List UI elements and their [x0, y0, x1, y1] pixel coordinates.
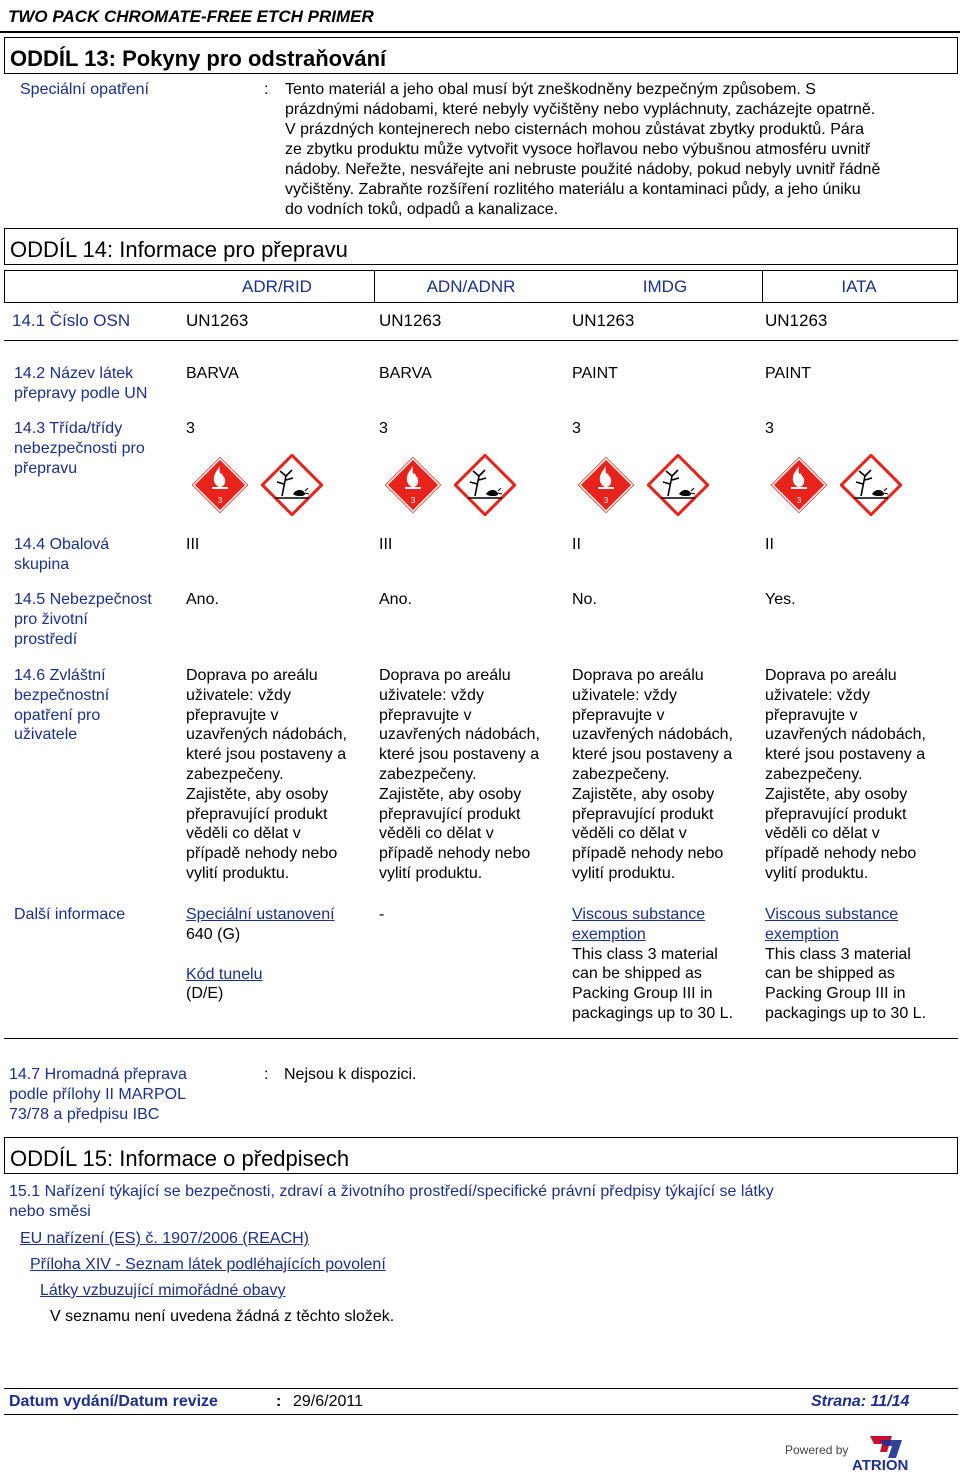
special-precaution-line: Doprava po areálu [186, 667, 318, 684]
special-precaution-line: věděli co dělat v [186, 825, 301, 843]
footer-bottom-line [4, 1414, 958, 1415]
section-15-title: ODDÍL 15: Informace o předpisech [10, 1146, 350, 1171]
special-precaution-line: případě nehody nebo [379, 845, 531, 863]
svhc-note: V seznamu není uvedena žádná z těchto složek. [50, 1308, 395, 1325]
document-title: TWO PACK CHROMATE-FREE ETCH PRIMER [8, 7, 374, 26]
viscous-line: This class 3 material [572, 945, 718, 963]
env-imdg: No. [572, 591, 597, 608]
shipping-name-label [14, 364, 147, 404]
label-line: 73/78 a předpisu IBC [9, 1105, 160, 1123]
footer-date-label: Datum vydání/Datum revize [9, 1393, 218, 1410]
special-adn [379, 666, 540, 884]
col-adn: ADN/ADNR [426, 277, 516, 296]
col-imdg: IMDG [642, 277, 688, 296]
viscous-line: packagings up to 30 L. [572, 1004, 734, 1022]
env-adr: Ano. [186, 591, 219, 608]
reach-regulation-link[interactable]: EU nařízení (ES) č. 1907/2006 (REACH) [20, 1230, 310, 1247]
special-precaution-line: věděli co dělat v [572, 825, 687, 843]
section-14-header [4, 228, 958, 265]
special-precaution-line: Doprava po areálu [379, 667, 511, 684]
col-adr: ADR/RID [242, 277, 312, 296]
class-imdg: 3 [572, 420, 581, 437]
atrion-logo [852, 1432, 954, 1472]
further-info-label: Další informace [14, 906, 126, 923]
section-14-title: ODDÍL 14: Informace pro přepravu [10, 237, 348, 262]
un-imdg: UN1263 [572, 311, 635, 330]
svg-text:3: 3 [796, 496, 802, 505]
marpol-colon: : [264, 1066, 269, 1083]
special-iata [765, 666, 926, 884]
further-adn: - [379, 906, 385, 923]
packing-group-label [14, 535, 109, 575]
name-adn: BARVA [379, 365, 432, 382]
special-precaution-line: přepravujte v [186, 706, 279, 724]
special-precaution-line: případě nehody nebo [186, 845, 338, 863]
svg-text:3: 3 [603, 496, 609, 505]
viscous-line: Packing Group III in [572, 985, 713, 1003]
section-15-header [4, 1137, 958, 1174]
environment-hazard-icon [840, 454, 900, 514]
environmental-hazard-label [14, 590, 152, 649]
special-precaution-line: vylití produktu. [765, 864, 869, 882]
special-precaution-line: uzavřených nádobách, [572, 726, 733, 744]
un-adr: UN1263 [186, 311, 249, 330]
special-precaution-line: které jsou postaveny a [379, 746, 540, 764]
viscous-heading: exemption [765, 925, 839, 943]
svg-text:3: 3 [217, 496, 223, 505]
pack-iata: II [765, 536, 774, 553]
viscous-heading: exemption [572, 925, 646, 943]
name-iata: PAINT [765, 365, 811, 382]
special-precaution-line: přepravující produkt [765, 805, 907, 823]
label-line: 14.7 Hromadná přeprava [9, 1066, 187, 1083]
special-provision-heading: Speciální ustanovení [186, 906, 335, 923]
special-precaution-line: věděli co dělat v [765, 825, 880, 843]
section-13-title: ODDÍL 13: Pokyny pro odstraňování [10, 46, 387, 71]
name-imdg: PAINT [572, 365, 618, 382]
label-line: 14.6 Zvláštní [14, 667, 106, 684]
spacer [186, 945, 335, 965]
footer-date: 29/6/2011 [293, 1393, 363, 1410]
special-precaution-line: Doprava po areálu [765, 667, 897, 684]
label-line: bezpečnostní [14, 686, 110, 704]
special-measures-colon: : [264, 81, 269, 98]
env-iata: Yes. [765, 591, 796, 608]
text-line: do vodních toků, odpadů a kanalizace. [285, 201, 559, 218]
special-precaution-line: které jsou postaveny a [765, 746, 926, 764]
label-line: prostředí [14, 630, 78, 648]
special-precaution-line: zabezpečeny. [765, 765, 863, 783]
label-line: skupina [14, 555, 70, 573]
label-line: uživatele [14, 726, 78, 744]
powered-by-text: Powered by [785, 1443, 849, 1457]
text-line: prázdnými nádobami, které nebyly vyčištěny nebo vypláchnuty, zacházejte opatrně. [285, 101, 876, 118]
special-precaution-line: věděli co dělat v [379, 825, 494, 843]
text-line: ze zbytku produktu může vytvořit vysoce hořlavou nebo výbušnou atmosféru uvnitř [285, 141, 871, 158]
footer-divider [4, 1388, 958, 1389]
special-precaution-line: přepravující produkt [186, 805, 328, 823]
special-precaution-line: přepravující produkt [572, 805, 714, 823]
label-line: podle přílohy II MARPOL [9, 1085, 186, 1103]
flame-icon [768, 454, 828, 514]
special-precaution-line: přepravujte v [572, 706, 665, 724]
text-line: V prázdných kontejnerech nebo cisternách mohou zůstávat zbytky produktů. Pára [285, 121, 864, 138]
special-precaution-line: zabezpečeny. [186, 765, 284, 783]
further-iata [765, 905, 926, 1024]
special-measures-text [285, 80, 955, 220]
special-precaution-line: zabezpečeny. [379, 765, 477, 783]
tunnel-code-heading: Kód tunelu [186, 965, 263, 983]
label-line: 14.2 Název látek [14, 365, 134, 382]
special-precaution-line: uživatele: vždy [379, 686, 484, 704]
special-measures-label: Speciální opatření [20, 81, 149, 98]
tunnel-code-value: (D/E) [186, 985, 224, 1003]
atrion-logo-mark [852, 1432, 954, 1472]
label-line: 14.3 Třída/třídy [14, 420, 123, 437]
svg-text:3: 3 [410, 496, 416, 505]
special-precaution-line: Doprava po areálu [572, 667, 704, 684]
class-iata: 3 [765, 420, 774, 437]
special-precaution-line: přepravujte v [765, 706, 858, 724]
special-precaution-line: uzavřených nádobách, [186, 726, 347, 744]
text-line: Tento materiál a jeho obal musí být zneškodněny bezpečným způsobem. S [285, 81, 816, 98]
annex-xiv-link[interactable]: Příloha XIV - Seznam látek podléhajících povolení [30, 1256, 386, 1273]
un-iata: UN1263 [765, 311, 828, 330]
special-precaution-line: případě nehody nebo [765, 845, 917, 863]
footer-page: Strana: 11/14 [811, 1393, 910, 1410]
special-provision-value: 640 (G) [186, 925, 241, 943]
name-adr: BARVA [186, 365, 239, 382]
viscous-line: Packing Group III in [765, 985, 906, 1003]
regulation-subheading [9, 1182, 954, 1222]
special-precaution-line: případě nehody nebo [572, 845, 724, 863]
label-line: 14.4 Obalová [14, 536, 110, 553]
label-line: 15.1 Nařízení týkající se bezpečnosti, zdraví a životního prostředí/specifické právní předpisy týkající se látky [9, 1183, 774, 1200]
special-precaution-line: zabezpečeny. [572, 765, 670, 783]
environment-hazard-icon [647, 454, 707, 514]
special-precaution-line: vylití produktu. [379, 864, 483, 882]
further-imdg [572, 905, 733, 1024]
special-precaution-line: které jsou postaveny a [572, 746, 733, 764]
flame-icon [189, 454, 249, 514]
special-precaution-line: přepravující produkt [379, 805, 521, 823]
special-precaution-line: uzavřených nádobách, [379, 726, 540, 744]
special-adr [186, 666, 347, 884]
environment-hazard-icon [261, 454, 321, 514]
further-adr [186, 905, 335, 1004]
viscous-line: This class 3 material [765, 945, 911, 963]
label-line: nebo směsi [9, 1202, 91, 1220]
table-bottom-border [4, 1038, 958, 1039]
pack-adr: III [186, 536, 200, 553]
flame-icon [382, 454, 442, 514]
col-iata: IATA [841, 277, 877, 296]
env-adn: Ano. [379, 591, 412, 608]
special-precaution-line: Zajistěte, aby osoby [379, 785, 522, 803]
special-precaution-line: uživatele: vždy [186, 686, 291, 704]
special-precaution-line: Zajistěte, aby osoby [186, 785, 329, 803]
label-line: 14.5 Nebezpečnost [14, 591, 152, 608]
row-divider [4, 340, 958, 341]
un-adn: UN1263 [379, 311, 442, 330]
special-precaution-line: Zajistěte, aby osoby [765, 785, 908, 803]
viscous-line: can be shipped as [572, 965, 702, 983]
label-line: nebezpečnosti pro [14, 439, 145, 457]
special-precaution-line: vylití produktu. [572, 864, 676, 882]
viscous-line: packagings up to 30 L. [765, 1004, 927, 1022]
label-line: opatření pro [14, 706, 101, 724]
pack-adn: III [379, 536, 393, 553]
special-imdg [572, 666, 733, 884]
label-line: přepravu [14, 459, 78, 477]
un-number-label: 14.1 Číslo OSN [12, 311, 131, 330]
special-precaution-line: uživatele: vždy [765, 686, 870, 704]
class-adr: 3 [186, 420, 195, 437]
flame-icon [575, 454, 635, 514]
special-precaution-line: uživatele: vždy [572, 686, 677, 704]
special-precaution-line: Zajistěte, aby osoby [572, 785, 715, 803]
special-precaution-line: vylití produktu. [186, 864, 290, 882]
text-line: vyčištěny. Zabraňte rozšíření rozlitého materiálu a kontaminaci půdy, a jeho úniku [285, 181, 861, 198]
atrion-logo-text: ATRION [852, 1457, 909, 1472]
viscous-line: can be shipped as [765, 965, 895, 983]
svhc-link[interactable]: Látky vzbuzující mimořádné obavy [40, 1282, 286, 1299]
special-precaution-line: které jsou postaveny a [186, 746, 347, 764]
label-line: přepravy podle UN [14, 384, 148, 402]
class-adn: 3 [379, 420, 388, 437]
footer-colon: : [276, 1393, 282, 1410]
marpol-label [9, 1065, 187, 1124]
pack-imdg: II [572, 536, 581, 553]
viscous-heading: Viscous substance [572, 906, 706, 923]
special-precautions-label [14, 666, 109, 745]
header-divider [0, 31, 960, 33]
environment-hazard-icon [454, 454, 514, 514]
text-line: nádoby. Neřežte, nesvářejte ani nebruste použité nádoby, pokud nebyly uvnitř řádně [285, 161, 881, 178]
special-precaution-line: uzavřených nádobách, [765, 726, 926, 744]
marpol-value: Nejsou k dispozici. [284, 1066, 417, 1083]
hazard-class-label [14, 419, 145, 478]
viscous-heading: Viscous substance [765, 906, 899, 923]
special-precaution-line: přepravujte v [379, 706, 472, 724]
label-line: pro životní [14, 610, 88, 628]
section-13-header [4, 37, 958, 74]
